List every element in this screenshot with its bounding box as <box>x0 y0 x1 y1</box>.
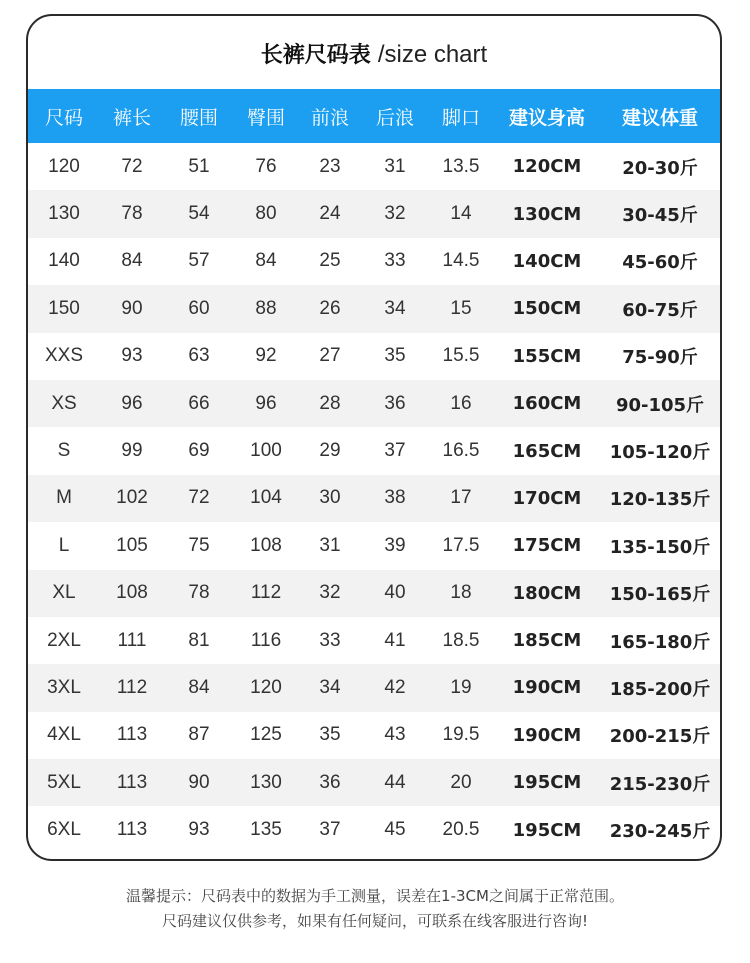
title-en-text: /size chart <box>377 41 488 68</box>
table-header-row <box>28 89 720 143</box>
table-cell: 130CM <box>512 203 582 225</box>
table-cell: 160CM <box>512 393 582 415</box>
table-cell: 105 <box>116 534 148 556</box>
table-cell: 19.5 <box>442 724 480 746</box>
table-cell: 135 <box>250 819 282 841</box>
table-cell: 195CM <box>512 819 582 841</box>
table-cell: 230-245斤 <box>609 821 711 843</box>
table-cell: 13.5 <box>442 155 480 177</box>
table-cell: 84 <box>255 250 277 272</box>
column-header: 后浪 <box>375 106 414 129</box>
table-cell: 92 <box>255 345 277 367</box>
table-cell: 42 <box>384 676 406 698</box>
table-row <box>28 759 720 806</box>
column-header: 建议身高 <box>508 106 585 129</box>
table-cell: 69 <box>188 440 210 462</box>
table-row <box>28 190 720 237</box>
table-cell: 102 <box>116 487 148 509</box>
table-cell: 27 <box>319 345 341 367</box>
table-cell: 32 <box>319 582 341 604</box>
table-cell: 93 <box>121 345 143 367</box>
table-cell: 30-45斤 <box>622 205 698 227</box>
table-cell: 190CM <box>512 677 582 699</box>
table-cell: 36 <box>384 392 406 414</box>
table-cell: 120 <box>250 676 282 698</box>
table-cell: 108 <box>250 534 282 556</box>
table-cell: 84 <box>121 250 143 272</box>
table-cell: 36 <box>319 771 341 793</box>
table-cell: XXS <box>44 345 84 367</box>
table-cell: 130 <box>48 203 80 225</box>
table-cell: 38 <box>384 487 406 509</box>
footnote-line-2: 尺码建议仅供参考，如果有任何疑问，可联系在线客服进行咨询! <box>161 912 589 930</box>
table-cell: 150CM <box>512 298 582 320</box>
table-cell: 20.5 <box>442 819 480 841</box>
table-cell: 4XL <box>47 724 81 746</box>
table-cell: 120-135斤 <box>609 489 711 511</box>
table-cell: 29 <box>319 440 341 462</box>
table-cell: 45-60斤 <box>622 252 698 274</box>
table-cell: 34 <box>319 676 341 698</box>
table-cell: 90 <box>188 771 210 793</box>
table-cell: 100 <box>250 440 282 462</box>
table-cell: 111 <box>117 629 147 651</box>
table-row <box>28 475 720 522</box>
table-cell: 18 <box>450 582 472 604</box>
table-cell: 76 <box>255 155 277 177</box>
size-chart-card <box>26 14 722 861</box>
table-cell: 116 <box>250 629 282 651</box>
footnote-line-1: 温馨提示：尺码表中的数据为手工测量，误差在1-3CM之间属于正常范围。 <box>126 887 624 905</box>
table-cell: 31 <box>384 155 406 177</box>
table-row <box>28 664 720 711</box>
table-cell: XL <box>52 582 76 604</box>
table-cell: 113 <box>116 819 148 841</box>
table-cell: 195CM <box>512 772 582 794</box>
table-cell: 125 <box>250 724 282 746</box>
table-row <box>28 143 720 190</box>
table-cell: 150-165斤 <box>609 584 711 606</box>
table-cell: 14 <box>450 203 472 225</box>
table-cell: 200-215斤 <box>609 726 711 748</box>
table-cell: 15 <box>450 297 472 319</box>
table-cell: 54 <box>188 203 210 225</box>
table-row <box>28 333 720 380</box>
column-header: 前浪 <box>310 106 349 129</box>
table-cell: 88 <box>255 297 277 319</box>
table-cell: 90-105斤 <box>615 394 705 416</box>
table-cell: 113 <box>116 724 148 746</box>
table-cell: 93 <box>188 819 210 841</box>
table-cell: 18.5 <box>442 629 480 651</box>
table-cell: 15.5 <box>442 345 480 367</box>
table-cell: 175CM <box>512 535 582 557</box>
table-row <box>28 617 720 664</box>
table-cell: M <box>56 487 72 509</box>
table-cell: 63 <box>188 345 210 367</box>
table-cell: 81 <box>188 629 210 651</box>
table-cell: 34 <box>384 297 406 319</box>
table-cell: 5XL <box>47 771 81 793</box>
table-cell: 99 <box>121 440 143 462</box>
table-cell: 23 <box>319 155 341 177</box>
table-cell: 155CM <box>512 345 582 367</box>
table-cell: 105-120斤 <box>609 442 711 464</box>
table-row <box>28 380 720 427</box>
table-cell: 37 <box>319 819 341 841</box>
table-cell: 51 <box>188 155 210 177</box>
table-cell: 60 <box>188 297 210 319</box>
table-cell: 180CM <box>512 582 582 604</box>
table-cell: 35 <box>384 345 406 367</box>
table-cell: 41 <box>384 629 406 651</box>
table-cell: 28 <box>319 392 341 414</box>
table-row <box>28 712 720 759</box>
title-chinese <box>261 39 371 73</box>
table-cell: 60-75斤 <box>622 299 698 321</box>
table-cell: 112 <box>250 582 282 604</box>
table-cell: 66 <box>188 392 210 414</box>
table-cell: 104 <box>250 487 282 509</box>
table-cell: 84 <box>188 676 210 698</box>
table-row <box>28 522 720 569</box>
table-cell: S <box>57 440 71 462</box>
table-cell: 96 <box>255 392 277 414</box>
table-cell: 120 <box>48 155 80 177</box>
table-cell: 190CM <box>512 724 582 746</box>
table-cell: 87 <box>188 724 210 746</box>
table-cell: 113 <box>116 771 148 793</box>
chart-title <box>28 38 720 73</box>
title-cn-text: 长裤尺码表 <box>260 43 371 68</box>
table-cell: 32 <box>384 203 406 225</box>
table-cell: 43 <box>384 724 406 746</box>
table-cell: 14.5 <box>442 250 480 272</box>
column-header: 腰围 <box>179 106 218 129</box>
table-cell: 39 <box>384 534 406 556</box>
table-cell: 24 <box>319 203 341 225</box>
size-table <box>28 89 720 854</box>
table-cell: 96 <box>121 392 143 414</box>
table-cell: 25 <box>319 250 341 272</box>
table-cell: 130 <box>250 771 282 793</box>
table-cell: 185-200斤 <box>609 678 711 700</box>
table-cell: 75-90斤 <box>622 347 698 369</box>
column-header: 臀围 <box>246 106 285 129</box>
table-cell: 30 <box>319 487 341 509</box>
table-cell: XS <box>51 392 77 414</box>
table-cell: 140 <box>48 250 80 272</box>
table-cell: 20-30斤 <box>622 157 698 179</box>
table-cell: 17.5 <box>442 534 480 556</box>
table-cell: 37 <box>384 440 406 462</box>
column-header: 脚口 <box>441 106 480 129</box>
table-cell: 31 <box>319 534 341 556</box>
table-cell: 72 <box>188 487 210 509</box>
table-cell: 90 <box>121 297 143 319</box>
table-cell: 16.5 <box>442 440 480 462</box>
table-cell: 33 <box>319 629 341 651</box>
table-cell: 108 <box>116 582 148 604</box>
table-cell: 80 <box>255 203 277 225</box>
table-cell: 120CM <box>512 156 582 178</box>
table-cell: 26 <box>319 297 341 319</box>
table-row <box>28 570 720 617</box>
table-cell: 57 <box>188 250 210 272</box>
table-cell: 16 <box>450 392 472 414</box>
table-cell: 44 <box>384 771 406 793</box>
table-cell: L <box>58 534 70 556</box>
table-cell: 20 <box>450 771 472 793</box>
table-row <box>28 285 720 332</box>
table-cell: 3XL <box>47 676 81 698</box>
column-header: 尺码 <box>44 106 83 129</box>
table-cell: 140CM <box>512 250 582 272</box>
table-row <box>28 427 720 474</box>
column-header: 建议体重 <box>621 106 698 129</box>
table-cell: 215-230斤 <box>609 773 711 795</box>
table-cell: 112 <box>116 676 148 698</box>
table-cell: 165CM <box>512 440 582 462</box>
table-cell: 170CM <box>512 487 582 509</box>
column-header: 裤长 <box>112 106 151 129</box>
table-cell: 72 <box>121 155 143 177</box>
table-cell: 33 <box>384 250 406 272</box>
table-cell: 6XL <box>47 819 81 841</box>
table-row <box>28 806 720 853</box>
title-english <box>378 38 487 73</box>
table-cell: 45 <box>384 819 406 841</box>
table-cell: 40 <box>384 582 406 604</box>
table-cell: 35 <box>319 724 341 746</box>
table-cell: 135-150斤 <box>609 536 711 558</box>
table-row <box>28 238 720 285</box>
table-cell: 17 <box>450 487 472 509</box>
table-cell: 165-180斤 <box>609 631 711 653</box>
table-cell: 19 <box>450 676 472 698</box>
table-cell: 78 <box>121 203 143 225</box>
table-cell: 75 <box>188 534 210 556</box>
table-cell: 185CM <box>512 630 582 652</box>
table-cell: 2XL <box>47 629 81 651</box>
table-cell: 150 <box>48 297 80 319</box>
footnote <box>0 884 750 934</box>
table-cell: 78 <box>188 582 210 604</box>
